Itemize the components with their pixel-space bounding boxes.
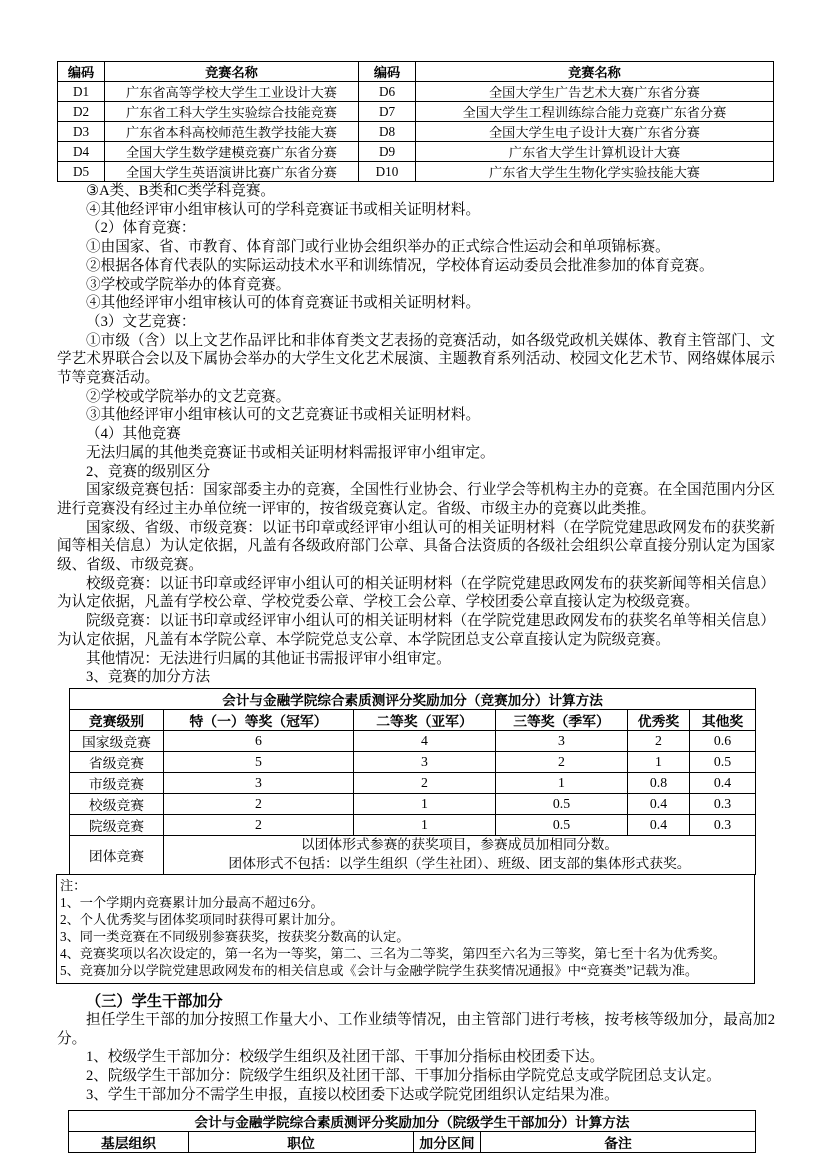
cell: 4	[354, 730, 496, 751]
table-row	[58, 82, 774, 102]
cell: D2	[58, 102, 105, 122]
cell: 团体竞赛	[70, 835, 164, 874]
body-paragraph: ①市级（含）以上文艺作品评比和非体育类文艺表扬的竞赛活动，如各级党政机关媒体、教育主管部门、文学艺术界联合会以及下属协会举办的大学生文化艺术展演、主题教育系列活动、校园文化艺术节、网络媒体展示节等竞赛活动。	[57, 332, 775, 387]
note-item: 2、个人优秀奖与团体奖项同时获得可累计加分。	[60, 911, 344, 927]
body-paragraph: ②学校或学院举办的文艺竞赛。	[86, 388, 291, 405]
cell: D9	[359, 142, 416, 162]
cell: 0.5	[496, 814, 628, 835]
cell: 1	[354, 814, 496, 835]
body-paragraph: 无法归属的其他类竞赛证书或相关证明材料需报评审小组审定。	[86, 444, 495, 461]
table-row	[70, 814, 756, 835]
cell: 3	[496, 730, 628, 751]
header-cell: 二等奖（亚军）	[354, 709, 496, 730]
header-cell: 编码	[359, 62, 416, 82]
table-title-row	[70, 688, 756, 709]
body-paragraph: 担任学生干部的加分按照工作量大小、工作业绩等情况，由主管部门进行考核，按考核等级加分，最高加2分。	[57, 1011, 775, 1047]
cell: 2	[496, 751, 628, 772]
cell: D4	[58, 142, 105, 162]
cell: 全国大学生电子设计大赛广东省分赛	[416, 122, 774, 142]
table-title-row	[69, 1110, 756, 1131]
cell: 0.4	[690, 772, 756, 793]
cell: 5	[164, 751, 354, 772]
body-paragraph: （2）体育竞赛：	[86, 220, 196, 237]
note-item: 1、一个学期内竞赛累计加分最高不超过6分。	[60, 894, 324, 910]
table-row	[58, 102, 774, 122]
body-paragraph: （3）文艺竞赛：	[86, 313, 196, 330]
cell: 1	[628, 751, 690, 772]
body-paragraph: 3、学生干部加分不需学生申报，直接以校团委下达或学院党团组织认定结果为准。	[86, 1086, 619, 1103]
body-paragraph: 校级竞赛：以证书印章或经评审小组认可的相关证明材料（在学院党建思政网发布的获奖新闻等相关信息）为认定依据，凡盖有学校公章、学校党委公章、学校工会公章、学校团委公章直接认定为校级竞赛。	[57, 575, 775, 611]
cell: 6	[164, 730, 354, 751]
body-paragraph: ④其他经评审小组审核认可的学科竞赛证书或相关证明材料。	[86, 201, 481, 218]
header-cell: 职位	[189, 1131, 414, 1152]
cadre-table-title: 会计与金融学院综合素质测评分奖励加分（院级学生干部加分）计算方法	[69, 1110, 756, 1131]
cell: 全国大学生工程训练综合能力竞赛广东省分赛	[416, 102, 774, 122]
header-cell: 竞赛级别	[70, 709, 164, 730]
cell: 0.4	[628, 793, 690, 814]
note-item: 5、竞赛加分以学院党建思政网发布的相关信息或《会计与金融学院学生获奖情况通报》中“竞赛类”记载为准。	[60, 962, 699, 978]
cell: D7	[359, 102, 416, 122]
cell: 广东省高等学校大学生工业设计大赛	[105, 82, 359, 102]
cell: 0.5	[496, 793, 628, 814]
cell: D6	[359, 82, 416, 102]
table-row-team	[70, 835, 756, 874]
body-paragraph: ①由国家、省、市教育、体育部门或行业协会组织举办的正式综合性运动会和单项锦标赛。	[86, 239, 670, 256]
cell: 3	[164, 772, 354, 793]
cell: 3	[354, 751, 496, 772]
body-paragraph: （4）其他竞赛	[86, 426, 181, 443]
team-rule-cell	[164, 835, 756, 874]
team-rule-line: 以团体形式参赛的获奖项目，参赛成员加相同分数。	[300, 837, 619, 853]
cell: 院级竞赛	[70, 814, 164, 835]
cadre-bonus-table	[68, 1110, 756, 1153]
body-paragraph: ③A类、B类和C类学科竞赛。	[86, 183, 276, 199]
body-paragraph: ②根据各体育代表队的实际运动技术水平和训练情况，学校体育运动委员会批准参加的体育竞赛。	[86, 257, 714, 274]
body-paragraph: ④其他经评审小组审核认可的体育竞赛证书或相关证明材料。	[86, 295, 481, 312]
header-cell: 竞赛名称	[105, 62, 359, 82]
header-cell: 特（一）等奖（冠军）	[164, 709, 354, 730]
cell: 校级竞赛	[70, 793, 164, 814]
header-cell: 三等奖（季军）	[496, 709, 628, 730]
header-cell: 竞赛名称	[416, 62, 774, 82]
cell: 国家级竞赛	[70, 730, 164, 751]
cell: 0.4	[628, 814, 690, 835]
body-paragraph: 2、竞赛的级别区分	[86, 463, 211, 480]
body-paragraph: 其他情况：无法进行归属的其他证书需报评审小组审定。	[86, 650, 451, 667]
cell: 0.5	[690, 751, 756, 772]
cell: D10	[359, 162, 416, 182]
header-cell: 基层组织	[69, 1131, 189, 1152]
body-paragraph: ③学校或学院举办的体育竞赛。	[86, 276, 291, 293]
table-header-row	[58, 62, 774, 82]
header-cell: 加分区间	[414, 1131, 481, 1152]
cell: 市级竞赛	[70, 772, 164, 793]
note-item: 3、同一类竞赛在不同级别参赛获奖，按获奖分数高的认定。	[60, 928, 410, 944]
cell: 省级竞赛	[70, 751, 164, 772]
cell: 2	[354, 772, 496, 793]
body-paragraph: ③其他经评审小组审核认可的文艺竞赛证书或相关证明材料。	[86, 407, 481, 424]
body-paragraph: 国家级竞赛包括：国家部委主办的竞赛，全国性行业协会、行业学会等机构主办的竞赛。在全国范围内分区进行竞赛没有经过主办单位统一评审的，按省级竞赛认定。省级、市级主办的竞赛以此类推。	[57, 482, 775, 517]
body-paragraph: 国家级、省级、市级竞赛：以证书印章或经评审小组认可的相关证明材料（在学院党建思政网发布的获奖新闻等相关信息）为认定依据，凡盖有各级政府部门公章、具备合法资质的各级社会组织公章直接分别认定为国家级、省级、市级竞赛。	[57, 519, 775, 574]
cell: D8	[359, 122, 416, 142]
cell: D5	[58, 162, 105, 182]
cell: 0.3	[690, 814, 756, 835]
cell: 2	[628, 730, 690, 751]
bonus-table-title: 会计与金融学院综合素质测评分奖励加分（竞赛加分）计算方法	[70, 688, 756, 709]
cell: 广东省本科高校师范生教学技能大赛	[105, 122, 359, 142]
cell: 广东省工科大学生实验综合技能竞赛	[105, 102, 359, 122]
section-heading: （三）学生干部加分	[86, 992, 223, 1010]
cell: 1	[496, 772, 628, 793]
cell: 2	[164, 793, 354, 814]
cell: 广东省大学生生物化学实验技能大赛	[416, 162, 774, 182]
header-cell: 编码	[58, 62, 105, 82]
cell: 全国大学生数学建模竞赛广东省分赛	[105, 142, 359, 162]
cell: D3	[58, 122, 105, 142]
body-paragraph: 2、院级学生干部加分：院级学生组织及社团干部、干事加分指标由学院党总支或学院团总支认定。	[86, 1068, 721, 1085]
header-cell: 其他奖	[690, 709, 756, 730]
body-text	[57, 182, 775, 687]
team-rule-line: 团体形式不包括：以学生组织（学生社团）、班级、团支部的集体形式获奖。	[228, 855, 691, 871]
note-item: 4、竞赛奖项以名次设定的，第一名为一等奖，第二、三名为二等奖，第四至六名为三等奖，第七至十名为优秀奖。	[60, 945, 726, 961]
table-row	[58, 122, 774, 142]
table-row	[58, 162, 774, 182]
competition-codes-table	[57, 61, 774, 182]
cadre-section-text	[57, 1011, 775, 1105]
table-row	[70, 793, 756, 814]
cell: 全国大学生广告艺术大赛广东省分赛	[416, 82, 774, 102]
table-row	[70, 730, 756, 751]
cell: 广东省大学生计算机设计大赛	[416, 142, 774, 162]
cell: 2	[164, 814, 354, 835]
table-row	[70, 772, 756, 793]
cell: 0.8	[628, 772, 690, 793]
body-paragraph: 1、校级学生干部加分：校级学生组织及社团干部、干事加分指标由校团委下达。	[86, 1049, 605, 1066]
competition-bonus-table	[69, 688, 756, 875]
table-header-row	[69, 1131, 756, 1152]
table-row	[70, 751, 756, 772]
body-paragraph: 3、竞赛的加分方法	[86, 669, 211, 686]
cell: 0.6	[690, 730, 756, 751]
table-header-row	[70, 709, 756, 730]
cell: 1	[354, 793, 496, 814]
header-cell: 优秀奖	[628, 709, 690, 730]
cell: D1	[58, 82, 105, 102]
notes-box	[56, 874, 755, 984]
body-paragraph: 院级竞赛：以证书印章或经评审小组认可的相关证明材料（在学院党建思政网发布的获奖名单等相关信息）为认定依据，凡盖有本学院公章、本学院党总支公章、本学院团总支公章直接认定为院级竞赛。	[57, 613, 775, 648]
table-row	[58, 142, 774, 162]
cell: 全国大学生英语演讲比赛广东省分赛	[105, 162, 359, 182]
notes-label: 注：	[60, 877, 87, 893]
cell: 0.3	[690, 793, 756, 814]
header-cell: 备注	[481, 1131, 756, 1152]
